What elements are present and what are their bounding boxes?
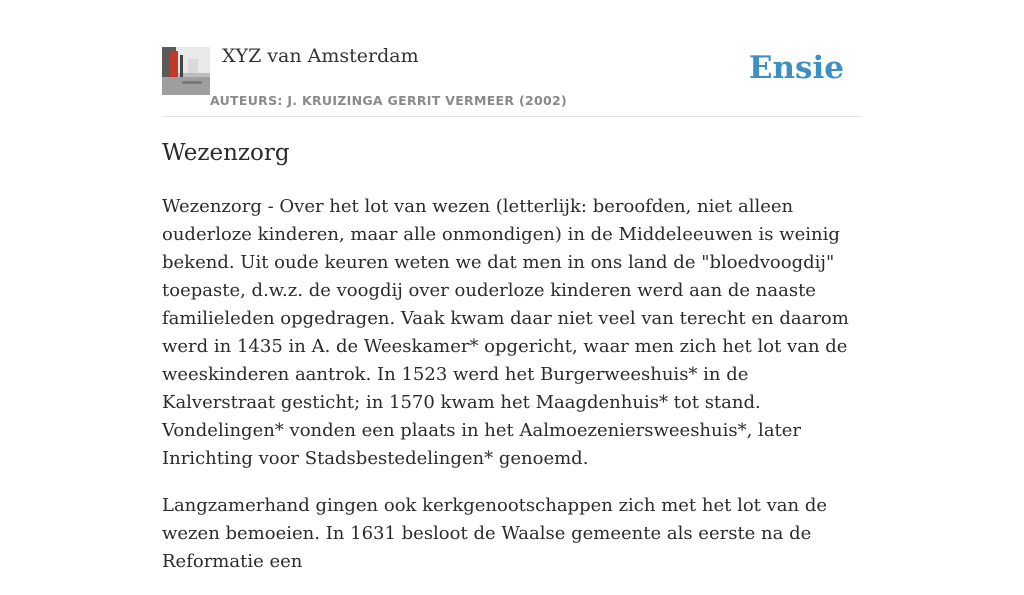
ensie-logo[interactable]: Ensie xyxy=(748,50,844,86)
entry-title: Wezenzorg xyxy=(162,140,290,166)
page xyxy=(162,0,862,572)
source-title[interactable]: XYZ van Amsterdam xyxy=(222,45,419,67)
entry-body xyxy=(162,193,862,595)
authors-line: AUTEURS: J. KRUIZINGA GERRIT VERMEER (2002) xyxy=(210,93,567,108)
paragraph: Wezenzorg - Over het lot van wezen (letterlijk: beroofden, niet alleen ouderloze kinderen, maar alle onmondigen) in de Middeleeuwen is weinig bekend. Uit oude keuren weten we dat men in ons land de "bloedvoogdij" toepaste, d.w.z. de voogdij over ouderloze kinderen werd aan de naaste familieleden opgedragen. Vaak kwam daar niet veel van terecht en daarom werd in 1435 in A. de Weeskamer* opgericht, waar men zich het lot van de weeskinderen aantrok. In 1523 werd het Burgerweeshuis* in de Kalverstraat gesticht; in 1570 kwam het Maagdenhuis* tot stand. Vondelingen* vonden een plaats in het Aalmoezeniersweeshuis*, later Inrichting voor Stadsbestedelingen* genoemd. xyxy=(162,196,849,469)
source-header xyxy=(162,0,862,117)
avatar[interactable] xyxy=(162,47,210,95)
paragraph: Langzamerhand gingen ook kerkgenootschappen zich met het lot van de wezen bemoeien. In 1631 besloot de Waalse gemeente als eerste na de Reformatie een xyxy=(162,495,828,572)
book-cover-icon xyxy=(162,47,210,95)
